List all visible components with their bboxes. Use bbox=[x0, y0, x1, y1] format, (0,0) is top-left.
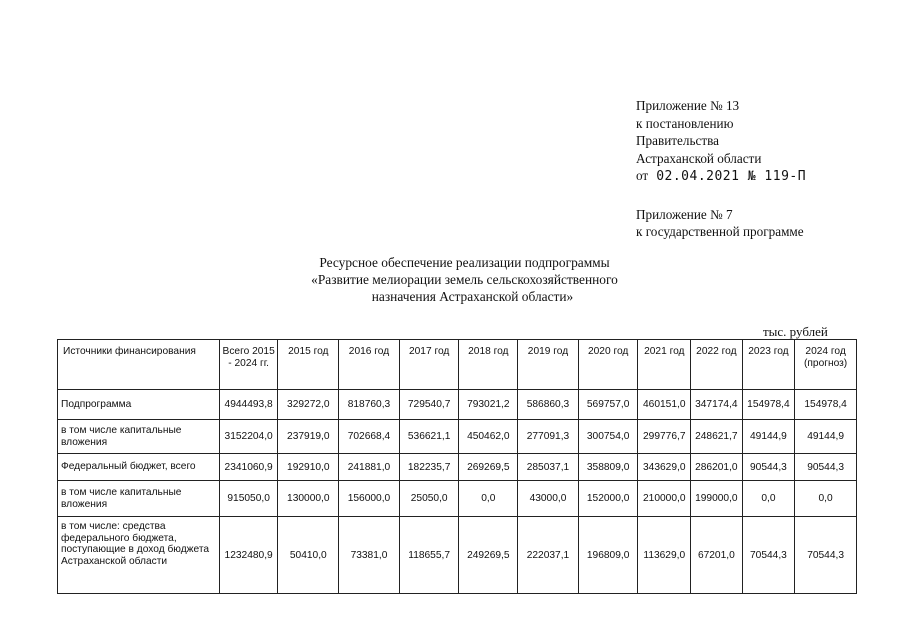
value-cell: 702668,4 bbox=[339, 420, 400, 454]
value-cell: 90544,3 bbox=[742, 454, 795, 481]
value-cell: 199000,0 bbox=[691, 481, 743, 517]
value-cell: 586860,3 bbox=[518, 390, 579, 420]
value-cell: 277091,3 bbox=[518, 420, 579, 454]
appendix-government: Правительства bbox=[636, 133, 719, 148]
source-cell: в том числе капитальные вложения bbox=[58, 420, 220, 454]
value-cell: 70544,3 bbox=[795, 517, 857, 594]
value-cell: 343629,0 bbox=[638, 454, 691, 481]
value-cell: 299776,7 bbox=[638, 420, 691, 454]
table-row bbox=[58, 481, 857, 517]
source-cell: в том числе капитальные вложения bbox=[58, 481, 220, 517]
table-row bbox=[58, 390, 857, 420]
value-cell: 269269,5 bbox=[459, 454, 518, 481]
value-cell: 25050,0 bbox=[399, 481, 459, 517]
value-cell: 1232480,9 bbox=[219, 517, 278, 594]
appendix-region: Астраханской области bbox=[636, 150, 762, 166]
value-cell: 0,0 bbox=[459, 481, 518, 517]
header-cell: 2016 год bbox=[339, 340, 400, 390]
value-cell: 358809,0 bbox=[578, 454, 638, 481]
value-cell: 182235,7 bbox=[399, 454, 459, 481]
value-cell: 156000,0 bbox=[339, 481, 400, 517]
appendix-to-decree: к постановлению bbox=[636, 115, 734, 131]
header-cell: 2021 год bbox=[638, 340, 691, 390]
appendix-program-number: Приложение № 7 bbox=[636, 207, 733, 222]
unit-label: тыс. рублей bbox=[763, 324, 828, 339]
header-cell: 2024 год (прогноз) bbox=[795, 340, 857, 390]
table-row bbox=[58, 454, 857, 481]
decree-line bbox=[636, 167, 806, 186]
header-cell: 2020 год bbox=[578, 340, 638, 390]
title-line-2: «Развитие мелиорации земель сельскохозяйственного bbox=[311, 272, 618, 287]
table-row bbox=[58, 420, 857, 454]
value-cell: 536621,1 bbox=[399, 420, 459, 454]
value-cell: 793021,2 bbox=[459, 390, 518, 420]
header-cell: 2023 год bbox=[742, 340, 795, 390]
value-cell: 70544,3 bbox=[742, 517, 795, 594]
decree-prefix: от bbox=[636, 168, 649, 183]
value-cell: 300754,0 bbox=[578, 420, 638, 454]
value-cell: 450462,0 bbox=[459, 420, 518, 454]
value-cell: 347174,4 bbox=[691, 390, 743, 420]
header-cell: 2022 год bbox=[691, 340, 743, 390]
value-cell: 154978,4 bbox=[742, 390, 795, 420]
value-cell: 329272,0 bbox=[278, 390, 339, 420]
value-cell: 130000,0 bbox=[278, 481, 339, 517]
title-line-3: назначения Астраханской области» bbox=[371, 289, 574, 304]
value-cell: 915050,0 bbox=[219, 481, 278, 517]
value-cell: 237919,0 bbox=[278, 420, 339, 454]
decree-number: 02.04.2021 № 119-П bbox=[656, 169, 807, 184]
appendix-program-block bbox=[636, 206, 804, 240]
header-row bbox=[58, 340, 857, 390]
value-cell: 729540,7 bbox=[399, 390, 459, 420]
appendix-block bbox=[636, 97, 806, 186]
value-cell: 49144,9 bbox=[795, 420, 857, 454]
header-cell: 2017 год bbox=[399, 340, 459, 390]
value-cell: 90544,3 bbox=[795, 454, 857, 481]
value-cell: 73381,0 bbox=[339, 517, 400, 594]
appendix-program-ref: к государственной программе bbox=[636, 224, 804, 239]
appendix-number: Приложение № 13 bbox=[636, 98, 740, 113]
source-cell: Федеральный бюджет, всего bbox=[58, 454, 220, 481]
table-row bbox=[58, 517, 857, 594]
value-cell: 152000,0 bbox=[578, 481, 638, 517]
value-cell: 818760,3 bbox=[339, 390, 400, 420]
value-cell: 210000,0 bbox=[638, 481, 691, 517]
header-cell: 2019 год bbox=[518, 340, 579, 390]
source-cell: в том числе: средства федерального бюджета, поступающие в доход бюджета Астраханской области bbox=[58, 517, 220, 594]
value-cell: 50410,0 bbox=[278, 517, 339, 594]
value-cell: 4944493,8 bbox=[219, 390, 278, 420]
title-line-1: Ресурсное обеспечение реализации подпрограммы bbox=[319, 255, 610, 270]
value-cell: 196809,0 bbox=[578, 517, 638, 594]
value-cell: 49144,9 bbox=[742, 420, 795, 454]
value-cell: 248621,7 bbox=[691, 420, 743, 454]
header-cell: Источники финансирования bbox=[58, 340, 220, 390]
header-cell: 2018 год bbox=[459, 340, 518, 390]
value-cell: 569757,0 bbox=[578, 390, 638, 420]
value-cell: 3152204,0 bbox=[219, 420, 278, 454]
value-cell: 0,0 bbox=[742, 481, 795, 517]
header-cell: Всего 2015 - 2024 гг. bbox=[219, 340, 278, 390]
value-cell: 286201,0 bbox=[691, 454, 743, 481]
funding-table bbox=[57, 339, 857, 594]
value-cell: 0,0 bbox=[795, 481, 857, 517]
header-cell: 2015 год bbox=[278, 340, 339, 390]
document-title bbox=[0, 254, 905, 305]
value-cell: 249269,5 bbox=[459, 517, 518, 594]
value-cell: 192910,0 bbox=[278, 454, 339, 481]
value-cell: 285037,1 bbox=[518, 454, 579, 481]
value-cell: 43000,0 bbox=[518, 481, 579, 517]
value-cell: 67201,0 bbox=[691, 517, 743, 594]
value-cell: 222037,1 bbox=[518, 517, 579, 594]
value-cell: 113629,0 bbox=[638, 517, 691, 594]
source-cell: Подпрограмма bbox=[58, 390, 220, 420]
value-cell: 241881,0 bbox=[339, 454, 400, 481]
value-cell: 118655,7 bbox=[399, 517, 459, 594]
value-cell: 2341060,9 bbox=[219, 454, 278, 481]
value-cell: 460151,0 bbox=[638, 390, 691, 420]
value-cell: 154978,4 bbox=[795, 390, 857, 420]
